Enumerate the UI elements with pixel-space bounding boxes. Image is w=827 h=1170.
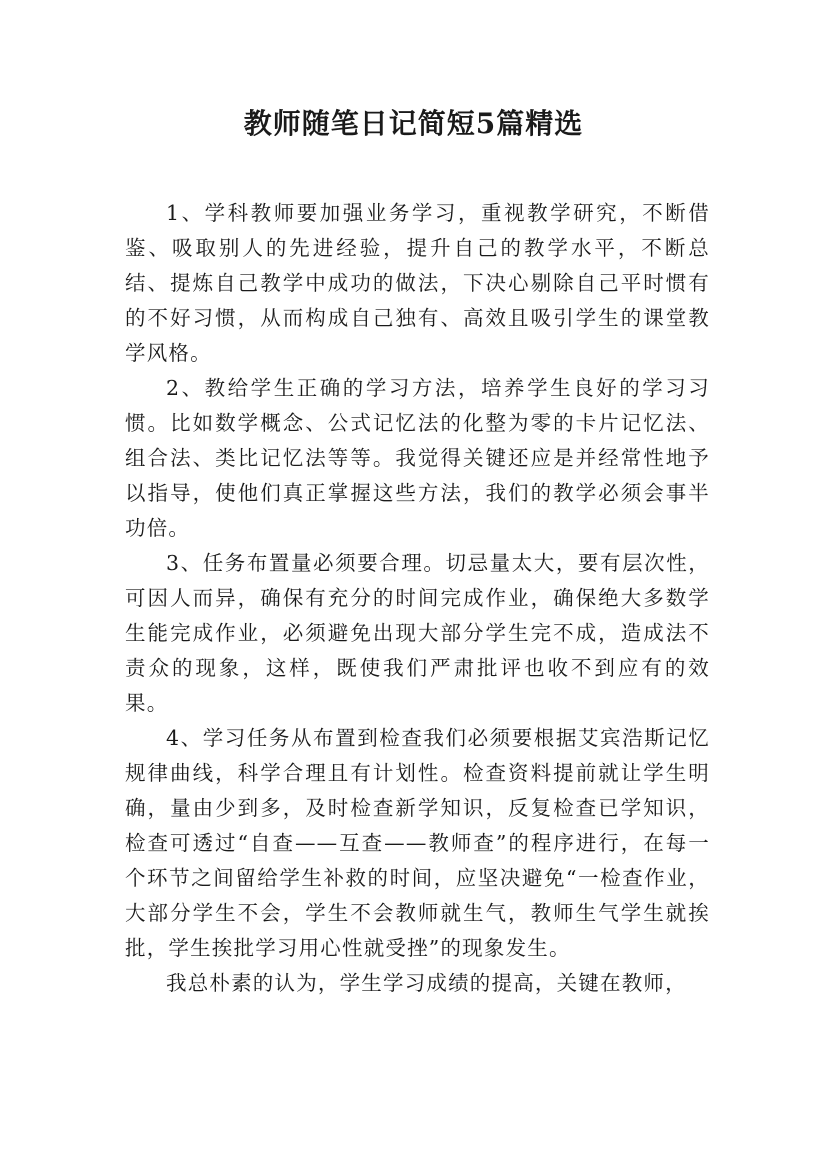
paragraph-4: 4、学习任务从布置到检查我们必须要根据艾宾浩斯记忆规律曲线，科学合理且有计划性。检查资料提前就让学生明确，量由少到多，及时检查新学知识，反复检查已学知识，检查可透过“自查——互查——教师查”的程序进行，在每一个环节之间留给学生补救的时间，应坚决避免“一检查作业，大部分学生不会，学生不会教师就生气，教师生气学生就挨批，学生挨批学习用心性就受挫”的现象发生。 bbox=[125, 726, 710, 960]
document-body bbox=[125, 196, 710, 1001]
paragraph-1: 1、学科教师要加强业务学习，重视教学研究，不断借鉴、吸取别人的先进经验，提升自己的教学水平，不断总结、提炼自己教学中成功的做法，下决心剔除自己平时惯有的不好习惯，从而构成自己独有、高效且吸引学生的课堂教学风格。 bbox=[125, 201, 710, 365]
paragraph-3: 3、任务布置量必须要合理。切忌量太大，要有层次性，可因人而异，确保有充分的时间完成作业，确保绝大多数学生能完成作业，必须避免出现大部分学生完不成，造成法不责众的现象，这样，既使我们严肃批评也收不到应有的效果。 bbox=[125, 551, 710, 715]
paragraph-5: 我总朴素的认为，学生学习成绩的提高，关键在教师， bbox=[166, 971, 687, 995]
document-title: 教师随笔日记简短5篇精选 bbox=[243, 107, 584, 140]
paragraph-2: 2、教给学生正确的学习方法，培养学生良好的学习习惯。比如数学概念、公式记忆法的化整为零的卡片记忆法、组合法、类比记忆法等等。我觉得关键还应是并经常性地予以指导，使他们真正掌握这些方法，我们的教学必须会事半功倍。 bbox=[125, 376, 710, 540]
